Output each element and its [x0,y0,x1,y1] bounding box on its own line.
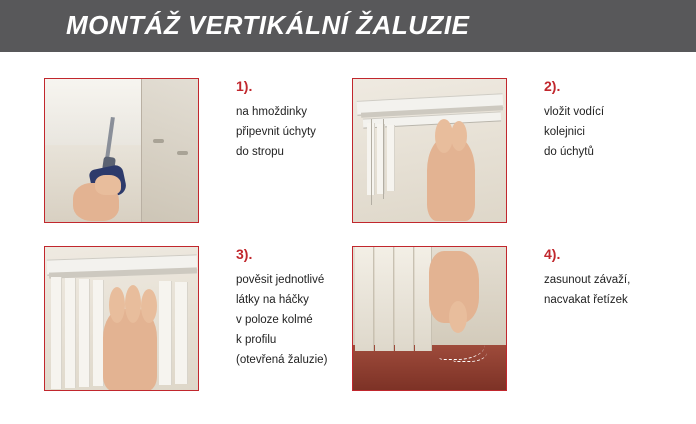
step-3-photo [44,246,199,391]
hand-finger [451,121,467,151]
control-chain [383,119,384,199]
step-2-line-3: do úchytů [544,146,594,158]
vertical-slat [387,125,395,191]
step-1-line-1: na hmoždinky [236,106,307,118]
control-chain [371,119,372,205]
step-3-number: 3). [236,246,253,262]
wall-corner [141,79,199,222]
step-4 [352,246,652,406]
vertical-slat [395,247,414,351]
page-title: MONTÁŽ VERTIKÁLNÍ ŽALUZIE [66,10,470,40]
hand [427,137,475,221]
step-1 [44,78,344,238]
step-2-number: 2). [544,78,561,94]
vertical-slat [51,277,62,389]
step-4-number: 4). [544,246,561,262]
vertical-slat [375,247,394,351]
hand-finger [109,287,125,323]
chain-cord [453,343,487,362]
step-4-text [544,246,694,310]
ceiling-bracket [177,151,188,155]
step-2 [352,78,652,238]
step-4-line-2: nacvakat řetízek [544,294,628,306]
step-2-photo [352,78,507,223]
step-3-line-3: v poloze kolmé [236,314,313,326]
hand-finger [125,285,141,323]
vertical-slat [79,279,90,387]
vertical-slat [159,281,172,385]
step-1-photo [44,78,199,223]
step-1-number: 1). [236,78,253,94]
step-2-line-1: vložit vodící [544,106,605,118]
step-3-line-2: látky na háčky [236,294,309,306]
step-3-line-1: pověsit jednotlivé [236,274,325,286]
step-2-line-2: kolejnici [544,126,585,138]
step-3-line-4: k profilu [236,334,277,346]
vertical-slat [65,278,76,388]
vertical-slat [175,282,188,384]
hand-finger [141,289,157,323]
hand-finger [449,301,467,333]
step-2-text [544,78,694,162]
ceiling-bracket [153,139,164,143]
step-1-line-2: připevnit úchyty [236,126,316,138]
step-3 [44,246,344,406]
vertical-slat [355,247,374,351]
step-3-line-5: (otevřená žaluzie) [236,354,328,366]
step-4-line-1: zasunout závaží, [544,274,631,286]
header-bar [0,0,696,52]
step-1-line-3: do stropu [236,146,284,158]
step-4-photo [352,246,507,391]
hand-fingers [95,175,121,195]
corner-edge [141,79,142,222]
steps-grid [0,52,696,424]
